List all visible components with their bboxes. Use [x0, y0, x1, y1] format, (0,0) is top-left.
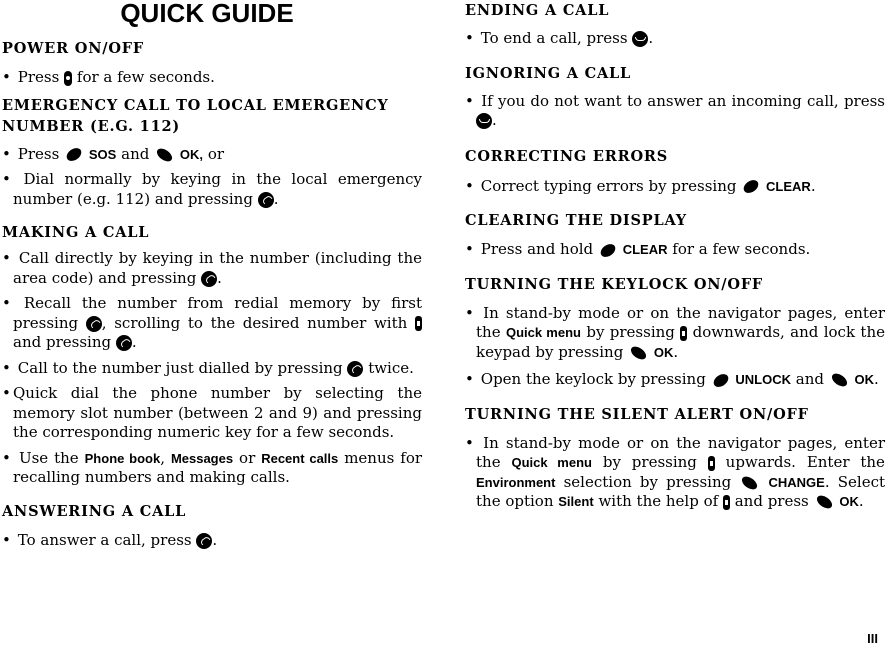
section-power: [2, 38, 422, 88]
call-key-icon: [347, 361, 363, 377]
instruction: • Correct typing errors by pressing CLEAR.: [465, 177, 885, 197]
section-heading: TURNING THE KEYLOCK ON/OFF: [465, 275, 764, 293]
section-answering: [2, 501, 422, 551]
right-column: [465, 0, 885, 512]
instruction: • To answer a call, press .: [2, 531, 422, 551]
call-key-icon: [86, 316, 102, 332]
instruction: • To end a call, press .: [465, 29, 885, 49]
left-softkey-icon: [711, 371, 730, 389]
section-emergency: [2, 95, 422, 210]
instruction: • In stand-by mode or on the navigator pages, enter the Quick menu by pressing downwards, and lock the keypad by pressing OK.: [465, 304, 885, 363]
instruction: • Recall the number from redial memory by first pressing , scrolling to the desired number with and pressing .: [2, 294, 422, 353]
section-silent-alert: [465, 404, 885, 512]
instruction: • Dial normally by keying in the local emergency number (e.g. 112) and pressing .: [2, 170, 422, 209]
instruction: • Call to the number just dialled by pressing twice.: [2, 359, 422, 379]
left-softkey-icon: [742, 177, 761, 195]
page-title: QUICK GUIDE: [120, 0, 294, 28]
section-ending: [465, 0, 885, 49]
instruction: • Press and hold CLEAR for a few seconds.: [465, 240, 885, 260]
instruction: • Quick dial the phone number by selecting the memory slot number (between 2 and 9) and pressing the corresponding numeric key for a few seconds.: [2, 384, 422, 443]
instruction: • Use the Phone book, Messages or Recent calls menus for recalling numbers and making calls.: [2, 449, 422, 488]
navigator-key-icon: [415, 316, 422, 331]
navigator-key-icon: [708, 456, 715, 471]
end-key-icon: [632, 31, 648, 47]
section-heading: MAKING A CALL: [2, 224, 150, 241]
section-clearing: [465, 210, 885, 260]
section-keylock: [465, 274, 885, 390]
call-key-icon: [116, 335, 132, 351]
right-softkey-icon: [740, 474, 760, 492]
call-key-icon: [258, 192, 274, 208]
instruction: • Press for a few seconds.: [2, 68, 422, 88]
section-heading: ENDING A CALL: [465, 2, 610, 19]
left-column: [2, 0, 422, 550]
section-heading: TURNING THE SILENT ALERT ON/OFF: [465, 405, 809, 423]
call-key-icon: [196, 533, 212, 549]
end-key-icon: [476, 113, 492, 129]
right-softkey-icon: [629, 344, 649, 362]
left-softkey-icon: [64, 145, 83, 163]
instruction: • If you do not want to answer an incoming call, press .: [465, 92, 885, 131]
right-softkey-icon: [814, 493, 834, 511]
section-heading: EMERGENCY CALL TO LOCAL EMERGENCY NUMBER (E.G. 112): [2, 96, 389, 135]
instruction: • Press SOS and OK, or: [2, 145, 422, 165]
right-softkey-icon: [829, 371, 849, 389]
section-heading: CLEARING THE DISPLAY: [465, 212, 687, 229]
call-key-icon: [201, 271, 217, 287]
section-ignoring: [465, 63, 885, 131]
page-number: III: [867, 631, 878, 646]
left-softkey-icon: [598, 241, 617, 259]
right-softkey-icon: [155, 146, 175, 164]
section-heading: ANSWERING A CALL: [2, 502, 187, 520]
instruction: • Open the keylock by pressing UNLOCK and OK.: [465, 370, 885, 390]
instruction: • Call directly by keying in the number (including the area code) and pressing .: [2, 249, 422, 288]
section-making-call: [2, 222, 422, 488]
section-heading: POWER ON/OFF: [2, 40, 144, 57]
section-correcting: [465, 146, 885, 197]
section-heading: CORRECTING ERRORS: [465, 147, 669, 165]
section-heading: IGNORING A CALL: [465, 64, 632, 82]
navigator-key-icon: [723, 495, 730, 510]
power-key-icon: [64, 71, 72, 86]
instruction: • In stand-by mode or on the navigator pages, enter the Quick menu by pressing upwards. Enter the Environment selection by pressing CHANGE. Select the option Silent with the help of and press OK.: [465, 434, 885, 512]
navigator-key-icon: [680, 326, 687, 341]
